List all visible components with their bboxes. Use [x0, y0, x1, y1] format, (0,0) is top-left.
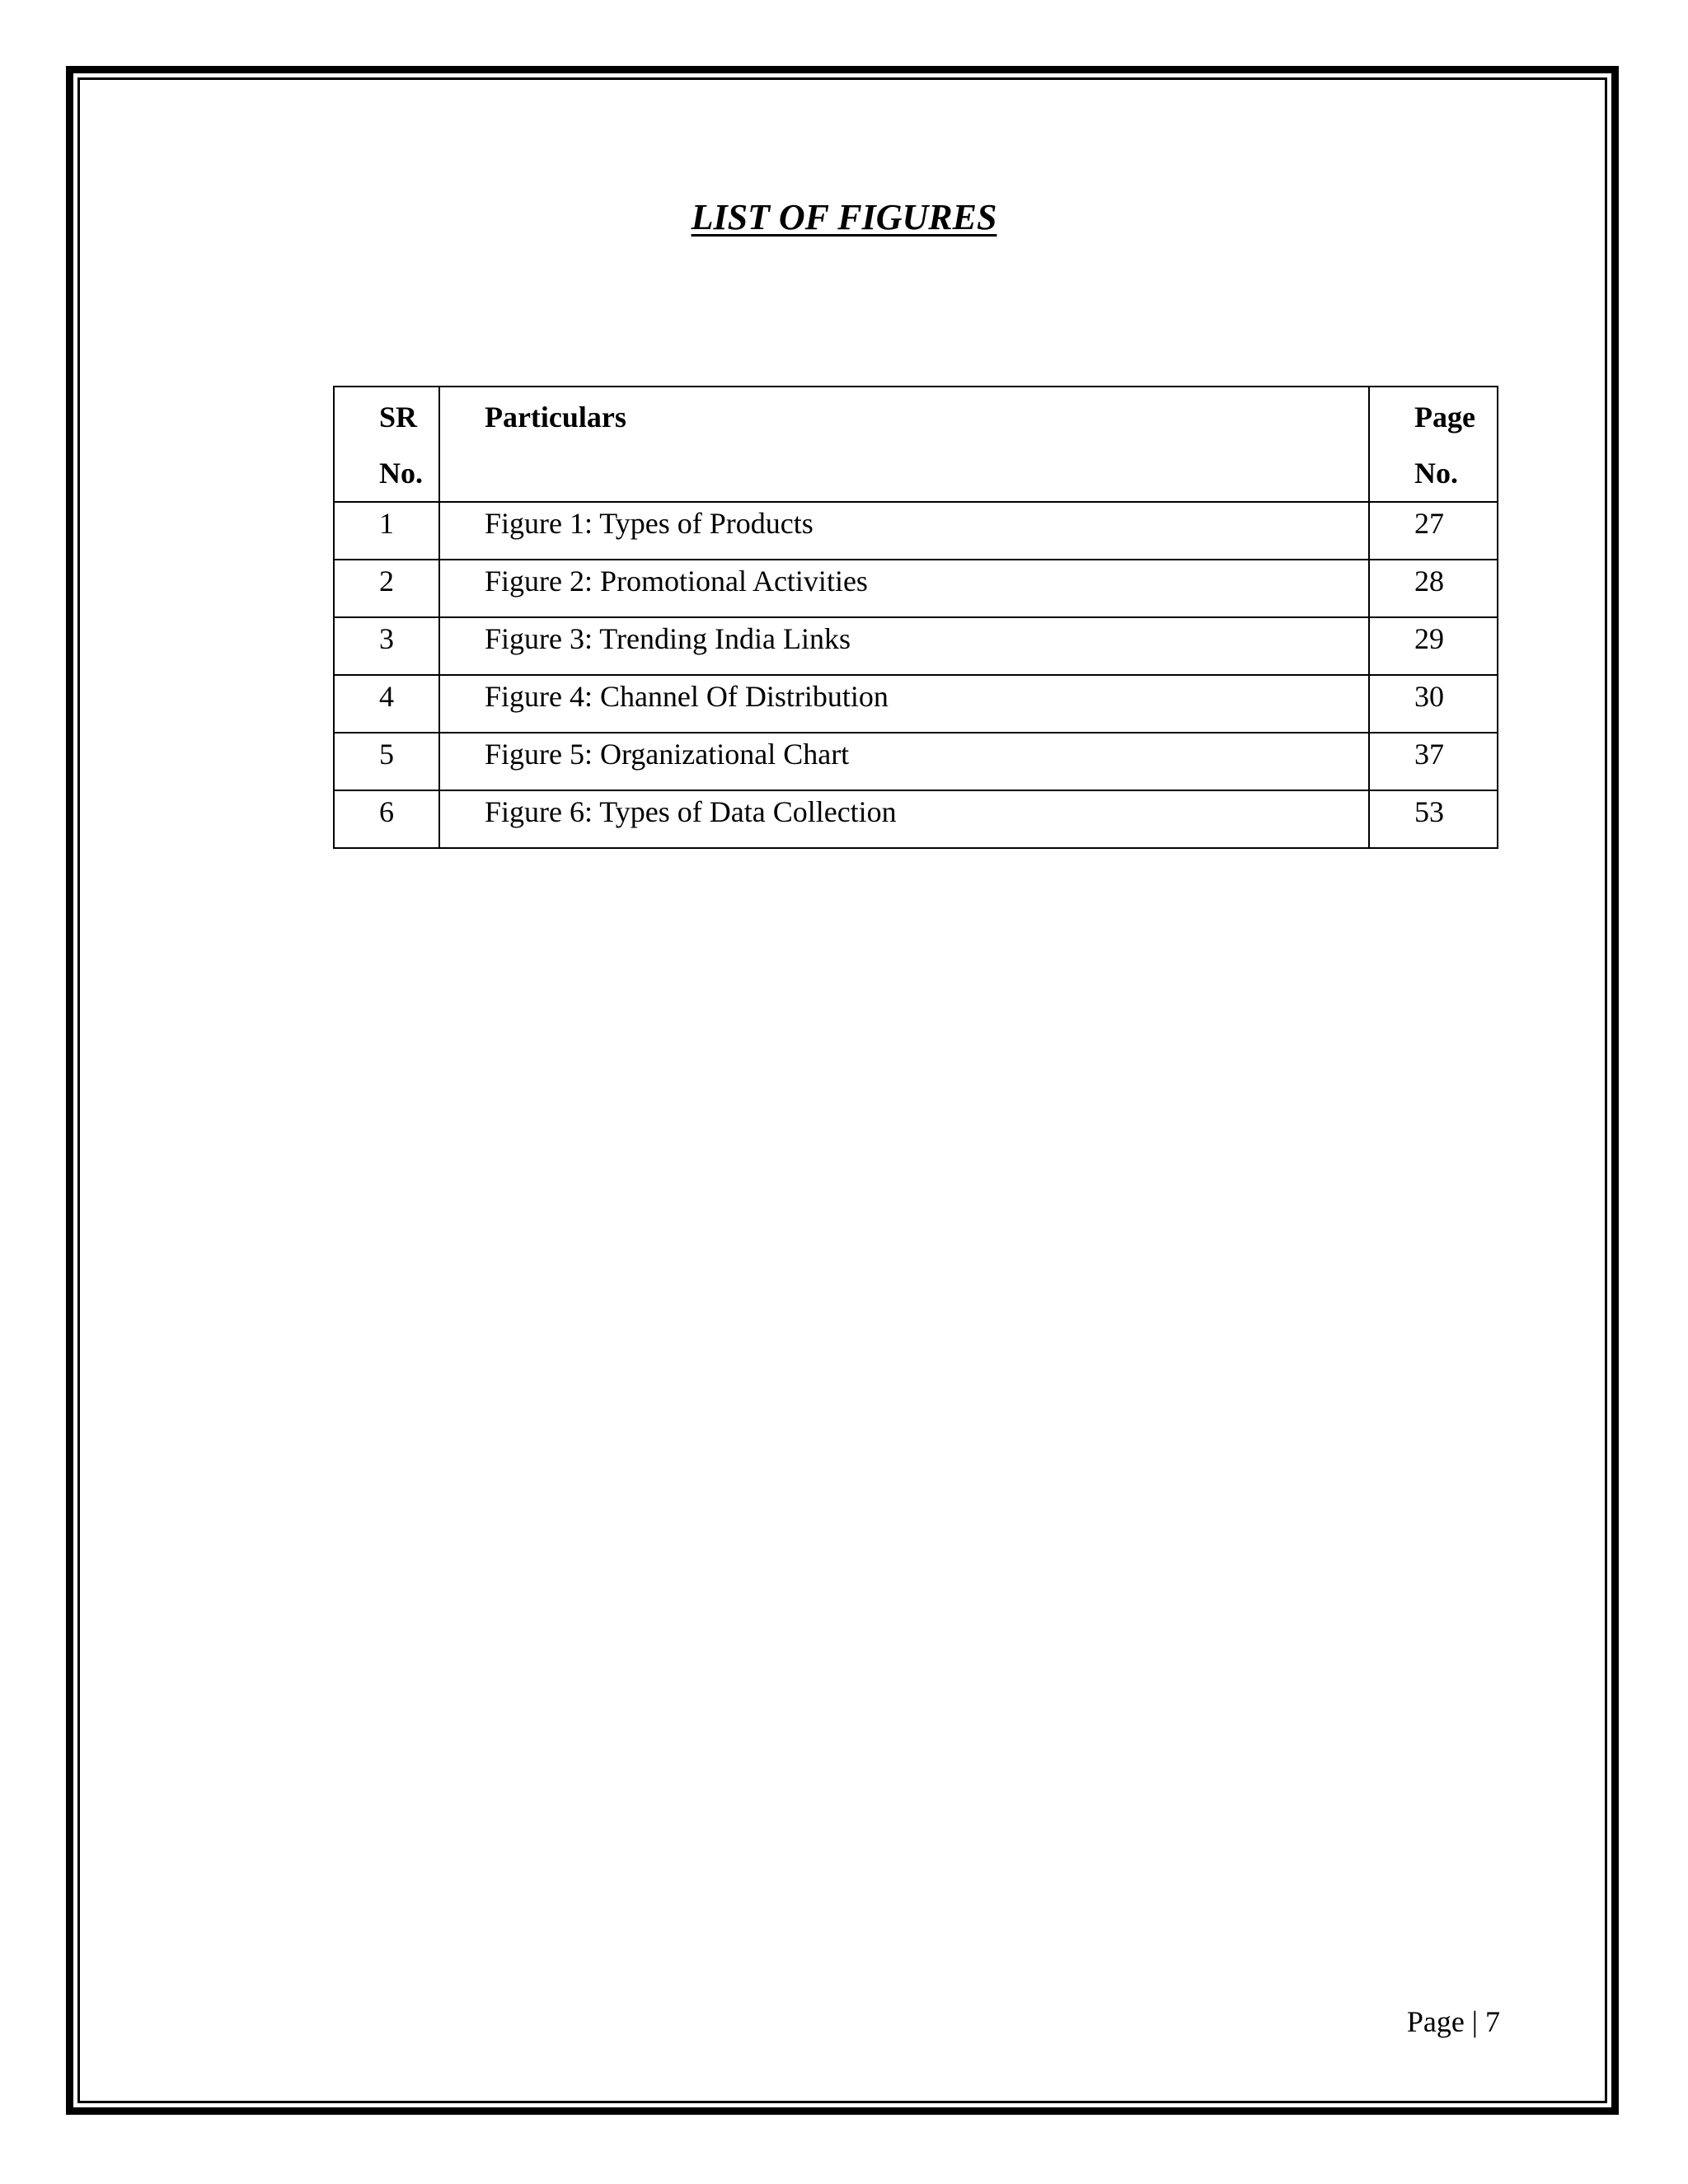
- cell-page: 30: [1369, 675, 1498, 733]
- table-row: [334, 502, 1498, 560]
- page-border-inner: [77, 77, 1607, 2103]
- page-number: Page | 7: [1406, 2005, 1500, 2038]
- cell-particulars: Figure 5: Organizational Chart: [439, 733, 1369, 790]
- header-page-line2: No.: [1414, 457, 1459, 490]
- cell-page: 29: [1369, 617, 1498, 675]
- header-sr-line2: No.: [379, 457, 423, 490]
- header-sr-no: [334, 387, 439, 502]
- figures-table: [333, 386, 1498, 849]
- cell-sr: 4: [334, 675, 439, 733]
- header-page-line1: Page: [1414, 401, 1476, 434]
- cell-particulars: Figure 3: Trending India Links: [439, 617, 1369, 675]
- cell-page: 27: [1369, 502, 1498, 560]
- cell-sr: 6: [334, 790, 439, 848]
- header-particulars: Particulars: [439, 387, 1369, 502]
- header-sr-line1: SR: [379, 401, 418, 434]
- page-title: LIST OF FIGURES: [691, 197, 997, 237]
- cell-page: 28: [1369, 560, 1498, 617]
- table-header-row: [334, 387, 1498, 502]
- cell-particulars: Figure 1: Types of Products: [439, 502, 1369, 560]
- cell-particulars: Figure 2: Promotional Activities: [439, 560, 1369, 617]
- cell-sr: 2: [334, 560, 439, 617]
- cell-sr: 5: [334, 733, 439, 790]
- cell-sr: 3: [334, 617, 439, 675]
- table-row: [334, 560, 1498, 617]
- header-page-no: [1369, 387, 1498, 502]
- cell-page: 53: [1369, 790, 1498, 848]
- cell-page: 37: [1369, 733, 1498, 790]
- cell-particulars: Figure 4: Channel Of Distribution: [439, 675, 1369, 733]
- table-row: [334, 733, 1498, 790]
- table-row: [334, 790, 1498, 848]
- cell-sr: 1: [334, 502, 439, 560]
- table-row: [334, 675, 1498, 733]
- table-row: [334, 617, 1498, 675]
- cell-particulars: Figure 6: Types of Data Collection: [439, 790, 1369, 848]
